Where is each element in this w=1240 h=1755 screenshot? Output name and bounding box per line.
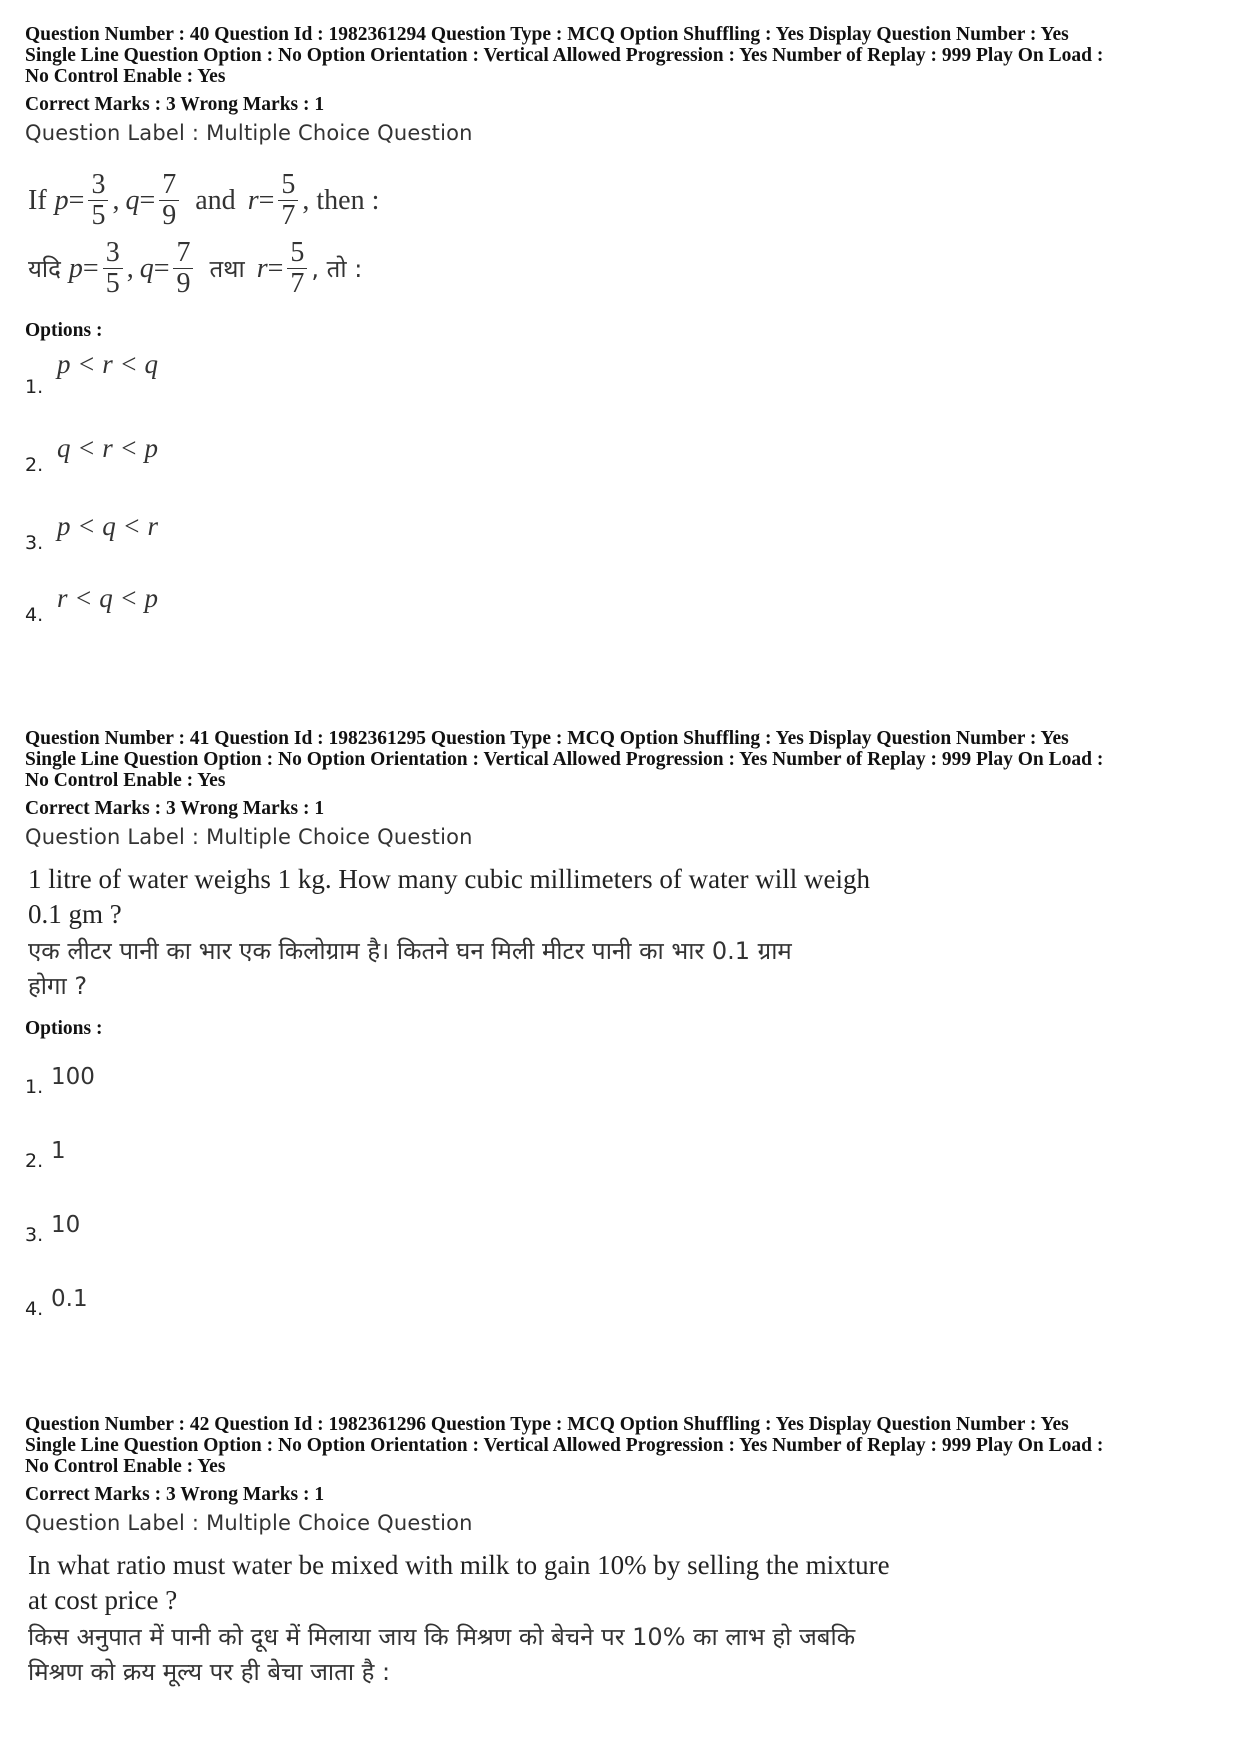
numerator: 7: [173, 238, 193, 269]
stem-text: ,: [126, 252, 134, 284]
options-title: Options :: [25, 1018, 103, 1039]
stem-text: यदि: [28, 255, 61, 283]
question-stem-hindi: [28, 238, 362, 299]
stem-text: =: [258, 184, 275, 216]
question-marks: Correct Marks : 3 Wrong Marks : 1: [25, 798, 325, 819]
stem-text: and: [195, 184, 236, 216]
option-text: 10: [51, 1212, 81, 1238]
stem-text: =: [267, 252, 284, 284]
option-text: p < q < r: [57, 511, 158, 541]
stem-var: p: [54, 184, 69, 216]
options-title: Options :: [25, 320, 103, 341]
numerator: 3: [103, 238, 123, 269]
question-meta-line: Single Line Question Option : No Option Orientation : Vertical Allowed Progression : Yes Number of Replay : 999 Play On Load :: [25, 1435, 1104, 1456]
question-marks: Correct Marks : 3 Wrong Marks : 1: [25, 1484, 325, 1505]
question-stem: [28, 862, 870, 1004]
stem-text: =: [139, 184, 156, 216]
option-number: 4.: [25, 604, 44, 626]
option-number: 2.: [25, 454, 44, 476]
question-meta-line: No Control Enable : Yes: [25, 66, 226, 87]
question-meta-line: Single Line Question Option : No Option Orientation : Vertical Allowed Progression : Yes Number of Replay : 999 Play On Load :: [25, 749, 1104, 770]
option-number: 1.: [25, 1076, 44, 1098]
stem-var: q: [139, 252, 154, 284]
numerator: 7: [159, 170, 179, 201]
option-text: 1: [51, 1138, 66, 1164]
option-text: 100: [51, 1064, 95, 1090]
question-41: [25, 728, 1220, 1320]
stem-text: =: [82, 252, 99, 284]
stem-english-line: 1 litre of water weighs 1 kg. How many cubic millimeters of water will weigh: [28, 864, 871, 894]
stem-var: q: [125, 184, 140, 216]
denominator: 9: [162, 200, 177, 231]
stem-text: =: [68, 184, 85, 216]
stem-text: , then :: [302, 184, 380, 216]
question-stem-english: [28, 170, 379, 231]
option-text: p < r < q: [57, 349, 158, 379]
question-meta-line: No Control Enable : Yes: [25, 1456, 226, 1477]
question-meta-line: Question Number : 42 Question Id : 1982361296 Question Type : MCQ Option Shuffling : Yes Display Question Number : Yes: [25, 1414, 1069, 1435]
stem-hindi-line: एक लीटर पानी का भार एक किलोग्राम है। कितने घन मिली मीटर पानी का भार 0.1 ग्राम: [28, 937, 792, 965]
numerator: 5: [287, 238, 307, 269]
option-number: 2.: [25, 1150, 44, 1172]
question-meta-line: Question Number : 41 Question Id : 1982361295 Question Type : MCQ Option Shuffling : Yes Display Question Number : Yes: [25, 728, 1069, 749]
option-number: 1.: [25, 376, 44, 398]
question-label: Question Label : Multiple Choice Question: [25, 825, 473, 849]
question-meta-line: Question Number : 40 Question Id : 1982361294 Question Type : MCQ Option Shuffling : Yes Display Question Number : Yes: [25, 24, 1069, 45]
stem-var: p: [68, 252, 83, 284]
question-label: Question Label : Multiple Choice Question: [25, 1511, 473, 1535]
stem-english-line: at cost price ?: [28, 1585, 178, 1615]
question-42: [25, 1414, 1220, 1686]
question-label: Question Label : Multiple Choice Question: [25, 121, 473, 145]
option-number: 3.: [25, 1224, 44, 1246]
stem-english-line: 0.1 gm ?: [28, 899, 122, 929]
fraction: [278, 170, 298, 231]
denominator: 5: [105, 268, 120, 299]
option-number: 3.: [25, 532, 44, 554]
denominator: 9: [176, 268, 191, 299]
denominator: 5: [91, 200, 106, 231]
stem-text: If: [28, 184, 47, 216]
denominator: 7: [281, 200, 296, 231]
fraction: [103, 238, 123, 299]
option-number: 4.: [25, 1298, 44, 1320]
question-40: [25, 24, 1220, 626]
stem-hindi-line: किस अनुपात में पानी को दूध में मिलाया जाय कि मिश्रण को बेचने पर 10% का लाभ हो जबकि: [28, 1623, 856, 1651]
fraction: [287, 238, 307, 299]
question-stem: [28, 1548, 890, 1690]
stem-text: =: [153, 252, 170, 284]
option-text: r < q < p: [57, 583, 158, 613]
fraction: [173, 238, 193, 299]
denominator: 7: [290, 268, 305, 299]
option-text: 0.1: [51, 1286, 88, 1312]
stem-var: r: [256, 252, 268, 284]
stem-text: , तो :: [311, 255, 363, 283]
question-meta-line: Single Line Question Option : No Option Orientation : Vertical Allowed Progression : Yes Number of Replay : 999 Play On Load :: [25, 45, 1104, 66]
numerator: 5: [278, 170, 298, 201]
fraction: [159, 170, 179, 231]
stem-hindi-line: होगा ?: [28, 972, 88, 1000]
stem-english-line: In what ratio must water be mixed with milk to gain 10% by selling the mixture: [28, 1550, 890, 1580]
fraction: [88, 170, 108, 231]
stem-text: ,: [112, 184, 120, 216]
stem-hindi-line: मिश्रण को क्रय मूल्य पर ही बेचा जाता है :: [28, 1658, 391, 1686]
stem-text: तथा: [209, 255, 245, 283]
question-meta-line: No Control Enable : Yes: [25, 770, 226, 791]
question-marks: Correct Marks : 3 Wrong Marks : 1: [25, 94, 325, 115]
option-text: q < r < p: [57, 433, 158, 463]
numerator: 3: [88, 170, 108, 201]
stem-var: r: [247, 184, 259, 216]
